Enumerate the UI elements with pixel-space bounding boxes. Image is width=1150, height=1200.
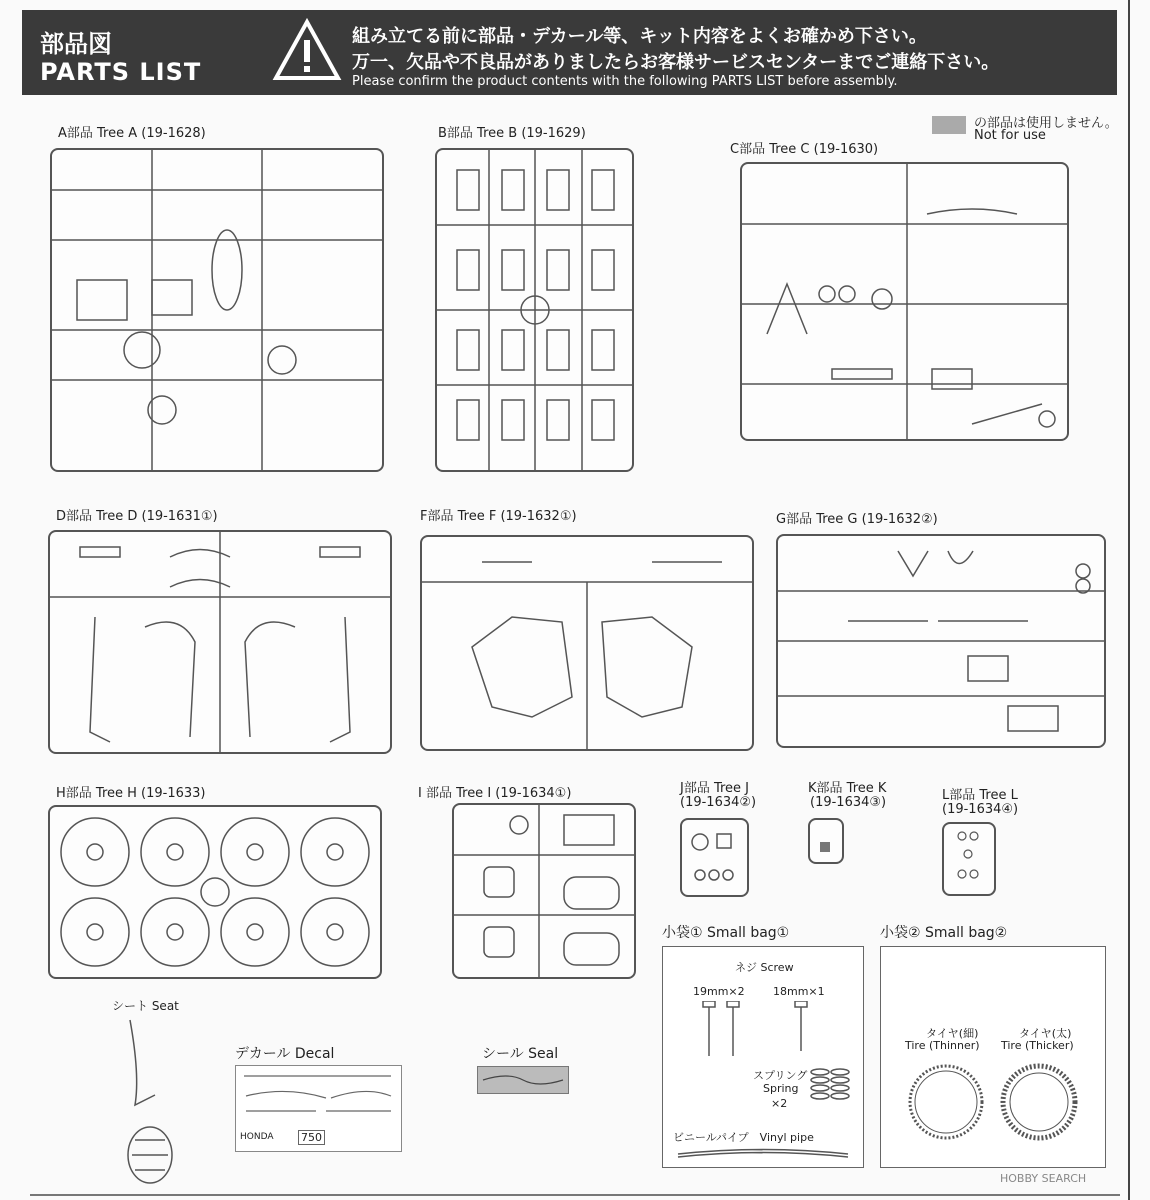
tree-f-parts [422, 537, 752, 749]
tire-thin-jp: タイヤ(細) [926, 1027, 979, 1040]
tree-b-parts [437, 150, 632, 470]
seal-graphic [478, 1067, 568, 1093]
tree-k-label: K部品 Tree K [808, 781, 887, 796]
tree-i-label: I 部品 Tree I (19-1634①) [418, 786, 572, 801]
tire-thin-en: Tire (Thinner) [905, 1039, 980, 1052]
tree-i-parts [454, 805, 634, 977]
tree-h-label: H部品 Tree H (19-1633) [56, 786, 206, 801]
small-bag-2 [880, 946, 1106, 1168]
notice-jp-2: 万一、欠品や不良品がありましたらお客様サービスセンターまでご連絡下さい。 [352, 52, 1000, 73]
vinyl-pipe-label: ビニールパイプ Vinyl pipe [673, 1131, 814, 1144]
page-title-jp: 部品図 [40, 30, 112, 58]
tree-j-label: J部品 Tree J [680, 781, 750, 796]
tree-h-wheels [50, 807, 380, 977]
tree-g [776, 534, 1106, 748]
tire-thick-jp: タイヤ(太) [1019, 1027, 1072, 1040]
tree-f [420, 535, 754, 751]
tree-c-parts [742, 164, 1067, 439]
tree-a [50, 148, 384, 472]
legend-jp: の部品は使用しません。 [974, 116, 1118, 131]
tree-c [740, 162, 1069, 441]
tree-i [452, 803, 636, 979]
decal-label: デカール Decal [235, 1046, 335, 1062]
tree-h [48, 805, 382, 979]
vinyl-pipe-icon [673, 1145, 853, 1163]
decal-honda: HONDA [240, 1132, 274, 1142]
tree-j [680, 818, 749, 897]
tree-f-label: F部品 Tree F (19-1632①) [420, 509, 577, 524]
tree-d-parts [50, 532, 390, 752]
header-banner [22, 10, 1117, 95]
tree-g-label: G部品 Tree G (19-1632②) [776, 512, 938, 527]
small-bag-2-title: 小袋② Small bag② [880, 925, 1008, 941]
footer-rule [30, 1190, 1120, 1200]
decal-sheet [235, 1065, 402, 1152]
not-for-use-swatch [932, 116, 966, 134]
tree-l [942, 822, 996, 896]
tree-k [808, 818, 844, 864]
notice-en: Please confirm the product contents with the following PARTS LIST before assembly. [352, 74, 898, 89]
screw-label: ネジ Screw [735, 961, 794, 974]
tree-c-label: C部品 Tree C (19-1630) [730, 142, 879, 157]
spring-qty: ×2 [771, 1097, 788, 1110]
page-title-en: PARTS LIST [40, 58, 202, 86]
screw-18mm: 18mm×1 [773, 985, 825, 998]
tree-j-code: (19-1634②) [680, 795, 757, 810]
seal-label: シール Seal [482, 1046, 559, 1062]
tree-l-label: L部品 Tree L [942, 788, 1018, 803]
tree-j-parts [682, 820, 747, 895]
seal-sheet [477, 1066, 569, 1094]
seat-label: シート Seat [112, 999, 179, 1013]
tree-b [435, 148, 634, 472]
tree-b-label: B部品 Tree B (19-1629) [438, 126, 586, 141]
tire-thick-en: Tire (Thicker) [1001, 1039, 1074, 1052]
tree-l-parts [944, 824, 994, 894]
spring-icon [808, 1062, 853, 1107]
tree-d [48, 530, 392, 754]
seat-part [110, 1015, 190, 1185]
small-bag-1 [662, 946, 864, 1168]
spring-label-en: Spring [763, 1082, 799, 1095]
tire-thin-icon [906, 1062, 986, 1142]
tree-g-parts [778, 536, 1104, 746]
tree-k-parts [810, 820, 842, 862]
tree-a-parts [52, 150, 382, 470]
tree-k-code: (19-1634③) [810, 795, 887, 810]
warning-icon [272, 18, 342, 82]
notice-jp-1: 組み立てる前に部品・デカール等、キット内容をよくお確かめ下さい。 [352, 26, 927, 47]
watermark: HOBBY SEARCH [1000, 1172, 1087, 1185]
header [0, 0, 1130, 100]
tree-a-label: A部品 Tree A (19-1628) [58, 126, 206, 141]
tire-thick-icon [999, 1062, 1079, 1142]
decal-750: 750 [298, 1130, 325, 1145]
page-border [1128, 0, 1130, 1200]
spring-label-jp: スプリング [753, 1069, 808, 1082]
tree-l-code: (19-1634④) [942, 802, 1019, 817]
screws-drawing [683, 1001, 833, 1061]
tree-d-label: D部品 Tree D (19-1631①) [56, 509, 218, 524]
screw-19mm: 19mm×2 [693, 985, 745, 998]
legend-en: Not for use [974, 128, 1046, 143]
small-bag-1-title: 小袋① Small bag① [662, 925, 790, 941]
